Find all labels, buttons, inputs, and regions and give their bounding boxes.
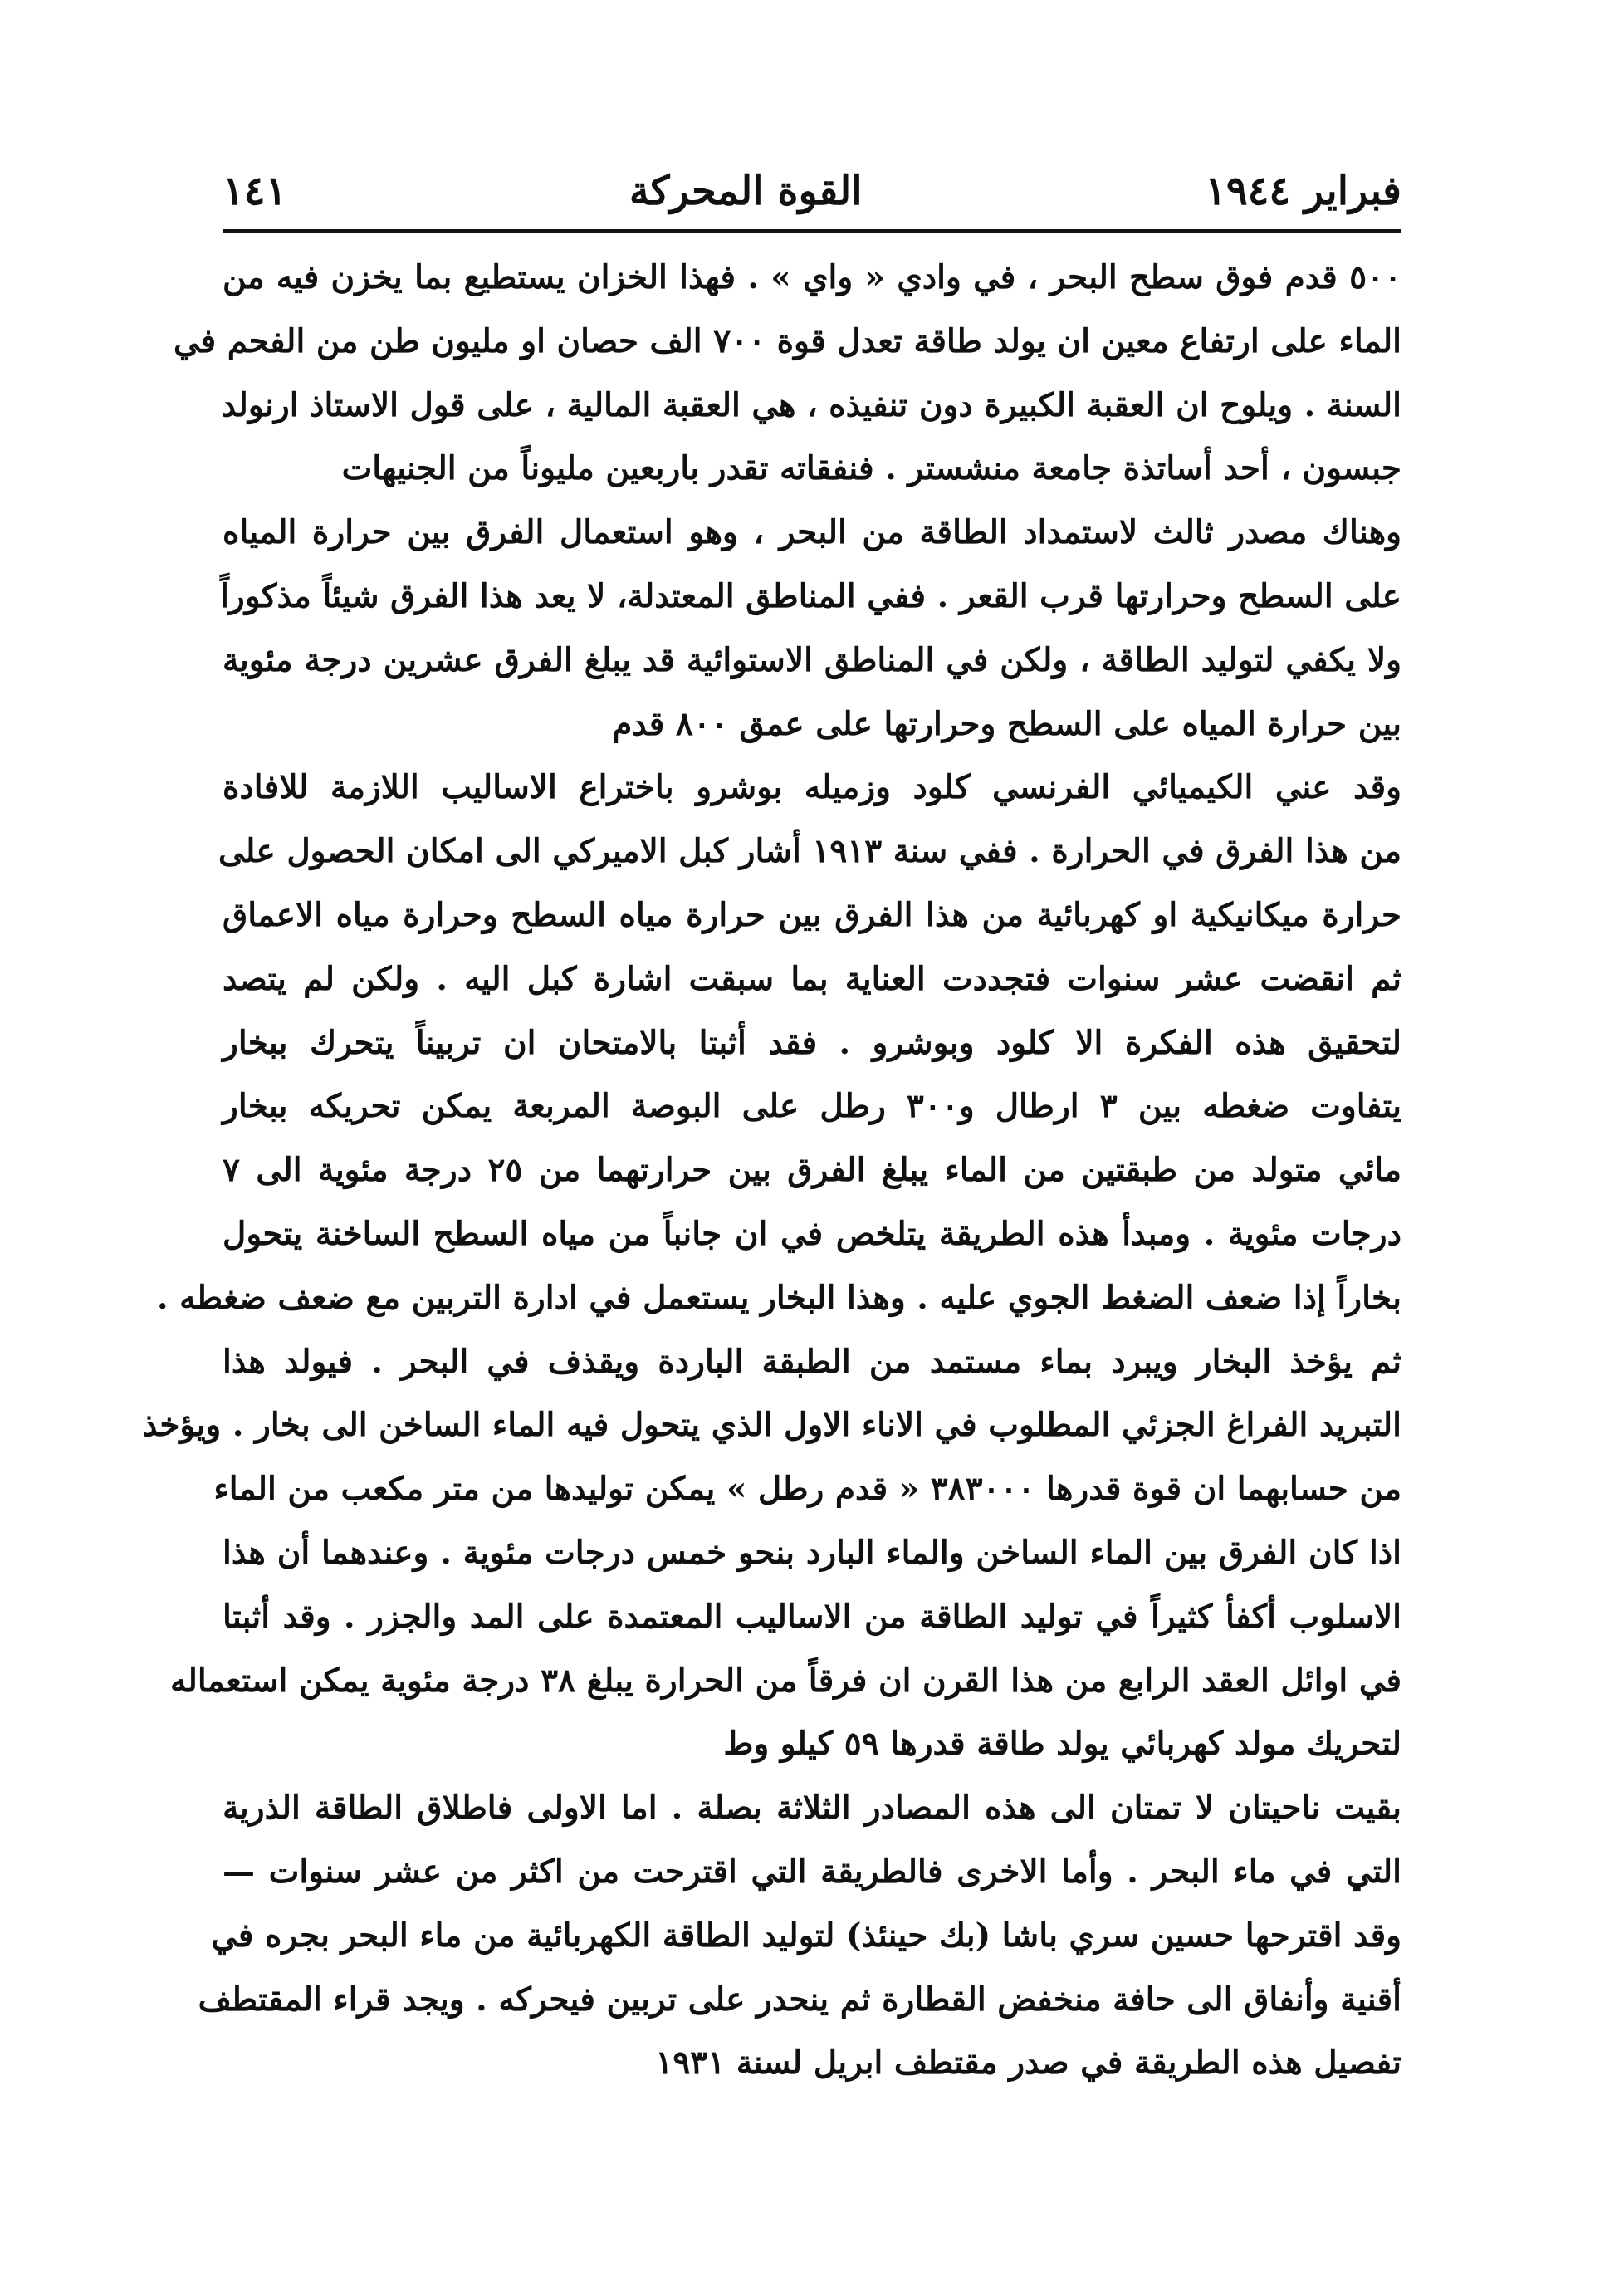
text-line: بقيت ناحيتان لا تمتان الى هذه المصادر الثلاثة بصلة . اما الاولى فاطلاق الطاقة الذرية [223,1789,1401,1828]
paragraph [173,246,1402,501]
text-line: اذا كان الفرق بين الماء الساخن والماء البارد بنحو خمس درجات مئوية . وعندهما أن هذا [223,1533,1401,1572]
text-line: لتحقيق هذه الفكرة الا كلود وبوشرو . فقد أثبتا بالامتحان ان تربيناً يتحرك ببخار [223,1023,1401,1062]
header-page-number: ١٤١ [223,168,287,214]
text-line: السنة . ويلوح ان العقبة الكبيرة دون تنفيذه ، هي العقبة المالية ، على قول الاستاذ ارنولد [221,385,1401,424]
text-line: التي في ماء البحر . وأما الاخرى فالطريقة التي اقترحت من اكثر من عشر سنوات — [223,1852,1401,1891]
header-rule [223,229,1401,233]
text-line: من هذا الفرق في الحرارة . ففي سنة ١٩١٣ أشار كبل الاميركي الى امكان الحصول على [218,832,1401,871]
text-line: لتحريك مولد كهربائي يولد طاقة قدرها ٥٩ كيلو وط [723,1725,1401,1764]
text-line: ولا يكفي لتوليد الطاقة ، ولكن في المناطق الاستوائية قد يبلغ الفرق عشرين درجة مئوية [223,640,1401,679]
text-line: الاسلوب أكفأ كثيراً في توليد الطاقة من الاساليب المعتمدة على المد والجزر . وقد أثبتا [223,1597,1401,1636]
text-line: مائي متولد من طبقتين من الماء يبلغ الفرق بين حرارتهما من ٢٥ درجة مئوية الى ٧ [223,1151,1402,1190]
text-line: ٥٠٠ قدم فوق سطح البحر ، في وادي « واي » . فهذا الخزان يستطيع بما يخزن فيه من [223,258,1402,296]
text-line: بين حرارة المياه على السطح وحرارتها على عمق ٨٠٠ قدم [612,704,1401,743]
running-head [223,158,1401,224]
text-line: وهناك مصدر ثالث لاستمداد الطاقة من البحر ، وهو استعمال الفرق بين حرارة المياه [223,513,1401,552]
paragraph [142,756,1402,1776]
body-text [142,246,1402,2095]
text-line: وقد عني الكيميائي الفرنسي كلود وزميله بوشرو باختراع الاساليب اللازمة للافادة [223,768,1401,807]
text-line: التبريد الفراغ الجزئي المطلوب في الاناء الاول الذي يتحول فيه الماء الساخن الى بخار . ويؤخذ [142,1406,1401,1445]
text-line: درجات مئوية . ومبدأ هذه الطريقة يتلخص في ان جانباً من مياه السطح الساخنة يتحول [223,1214,1401,1253]
text-line: ثم انقضت عشر سنوات فتجددت العناية بما سبقت اشارة كبل اليه . ولكن لم يتصد [223,959,1401,998]
text-line: من حسابهما ان قوة قدرها ٣٨٣٠٠٠ « قدم رطل » يمكن توليدها من متر مكعب من الماء [213,1470,1401,1509]
header-title: القوة المحركة [629,168,863,214]
text-line: وقد اقترحها حسين سري باشا (بك حينئذ) لتوليد الطاقة الكهربائية من ماء البحر بجره في [211,1916,1401,1955]
text-line: أقنية وأنفاق الى حافة منخفض القطارة ثم ينحدر على تربين فيحركه . ويجد قراء المقتطف [198,1980,1401,2019]
text-line: الماء على ارتفاع معين ان يولد طاقة تعدل قوة ٧٠٠ الف حصان او مليون طن من الفحم في [173,321,1401,360]
text-line: حرارة ميكانيكية او كهربائية من هذا الفرق بين حرارة مياه السطح وحرارة مياه الاعماق [223,895,1401,934]
paragraph [220,501,1401,756]
text-line: في اوائل العقد الرابع من هذا القرن ان فرقاً من الحرارة يبلغ ٣٨ درجة مئوية يمكن استعماله [170,1661,1401,1700]
text-line: بخاراً إذا ضعف الضغط الجوي عليه . وهذا البخار يستعمل في ادارة التربين مع ضعف ضغطه . [156,1278,1401,1317]
text-line: ثم يؤخذ البخار ويبرد بماء مستمد من الطبقة الباردة ويقذف في البحر . فيولد هذا [223,1342,1401,1381]
text-line: تفصيل هذه الطريقة في صدر مقتطف ابريل لسنة ١٩٣١ [655,2044,1401,2083]
header-date: فبراير ١٩٤٤ [1205,168,1401,214]
text-line: على السطح وحرارتها قرب القعر . ففي المناطق المعتدلة، لا يعد هذا الفرق شيئاً مذكوراً [220,576,1401,615]
text-line: يتفاوت ضغطه بين ٣ ارطال و٣٠٠ رطل على البوصة المربعة يمكن تحريكه ببخار [223,1087,1401,1126]
paragraph [198,1776,1401,2095]
text-line: جبسون ، أحد أساتذة جامعة منشستر . فنفقاته تقدر باربعين مليوناً من الجنيهات [341,449,1401,488]
